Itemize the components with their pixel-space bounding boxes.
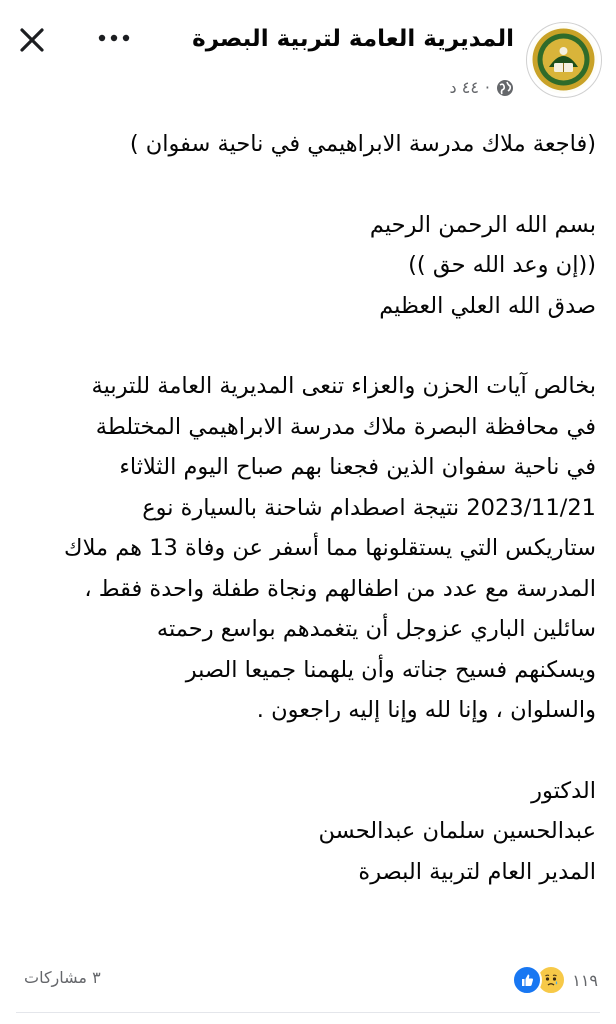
close-button[interactable]: [14, 22, 50, 58]
page-avatar[interactable]: [526, 22, 602, 98]
body-line: بخالص آيات الحزن والعزاء تنعى المديرية العامة للتربية: [91, 373, 596, 399]
body-line: 2023/11/21 نتيجة اصطدام شاحنة بالسيارة نوع: [142, 494, 596, 521]
post-header: [0, 0, 616, 110]
post-footer: [0, 960, 616, 1010]
meta-separator: ·: [484, 78, 490, 97]
body-line: سائلين الباري عزوجل أن يتغمدهم بواسع رحمته: [156, 616, 596, 642]
body-line: ستاريكس التي يستقلونها مما أسفر عن وفاة 13 هم ملاك: [64, 535, 596, 561]
page-name[interactable]: المديرية العامة لتربية البصرة: [192, 26, 514, 52]
body-line: المدرسة مع عدد من اطفالهم ونجاة طفلة واحدة فقط ،: [84, 575, 596, 602]
body-line: في محافظة البصرة ملاك مدرسة الابراهيمي المختلطة: [95, 413, 596, 440]
more-horizontal-icon: [97, 33, 131, 43]
ministry-logo-icon: [527, 23, 600, 96]
post-time[interactable]: ٤٤ د: [449, 78, 479, 97]
signature-line: الدكتور: [531, 777, 596, 804]
post-meta: [450, 78, 515, 97]
signature-line: عبدالحسين سلمان عبدالحسن: [318, 818, 596, 844]
body-line: ويسكنهم فسيح جناته وأن يلهمنا جميعا الصبر: [185, 656, 596, 683]
signature-line: المدير العام لتربية البصرة: [358, 858, 596, 885]
close-icon: [19, 27, 45, 53]
verse-line: صدق الله العلي العظيم: [379, 292, 596, 319]
post-title: (فاجعة ملاك مدرسة الابراهيمي في ناحية سفوان ): [129, 131, 596, 157]
shares-count[interactable]: ٣ مشاركات: [24, 968, 101, 987]
body-line: والسلوان ، وإنا لله وإنا إليه راجعون .: [256, 697, 596, 723]
verse-line: ((إن وعد الله حق )): [408, 252, 596, 278]
more-options-button[interactable]: [94, 26, 134, 50]
post-text: [16, 124, 596, 892]
body-line: في ناحية سفوان الذين فجعنا بهم صباح اليوم الثلاثاء: [119, 454, 596, 480]
reaction-count: ١١٩: [572, 970, 598, 990]
reactions-summary[interactable]: [518, 960, 598, 1000]
globe-icon: [496, 79, 514, 97]
verse-line: بسم الله الرحمن الرحيم: [369, 211, 596, 238]
like-icon: [512, 965, 542, 995]
reaction-icons: [518, 965, 566, 995]
footer-divider: [16, 1012, 600, 1013]
